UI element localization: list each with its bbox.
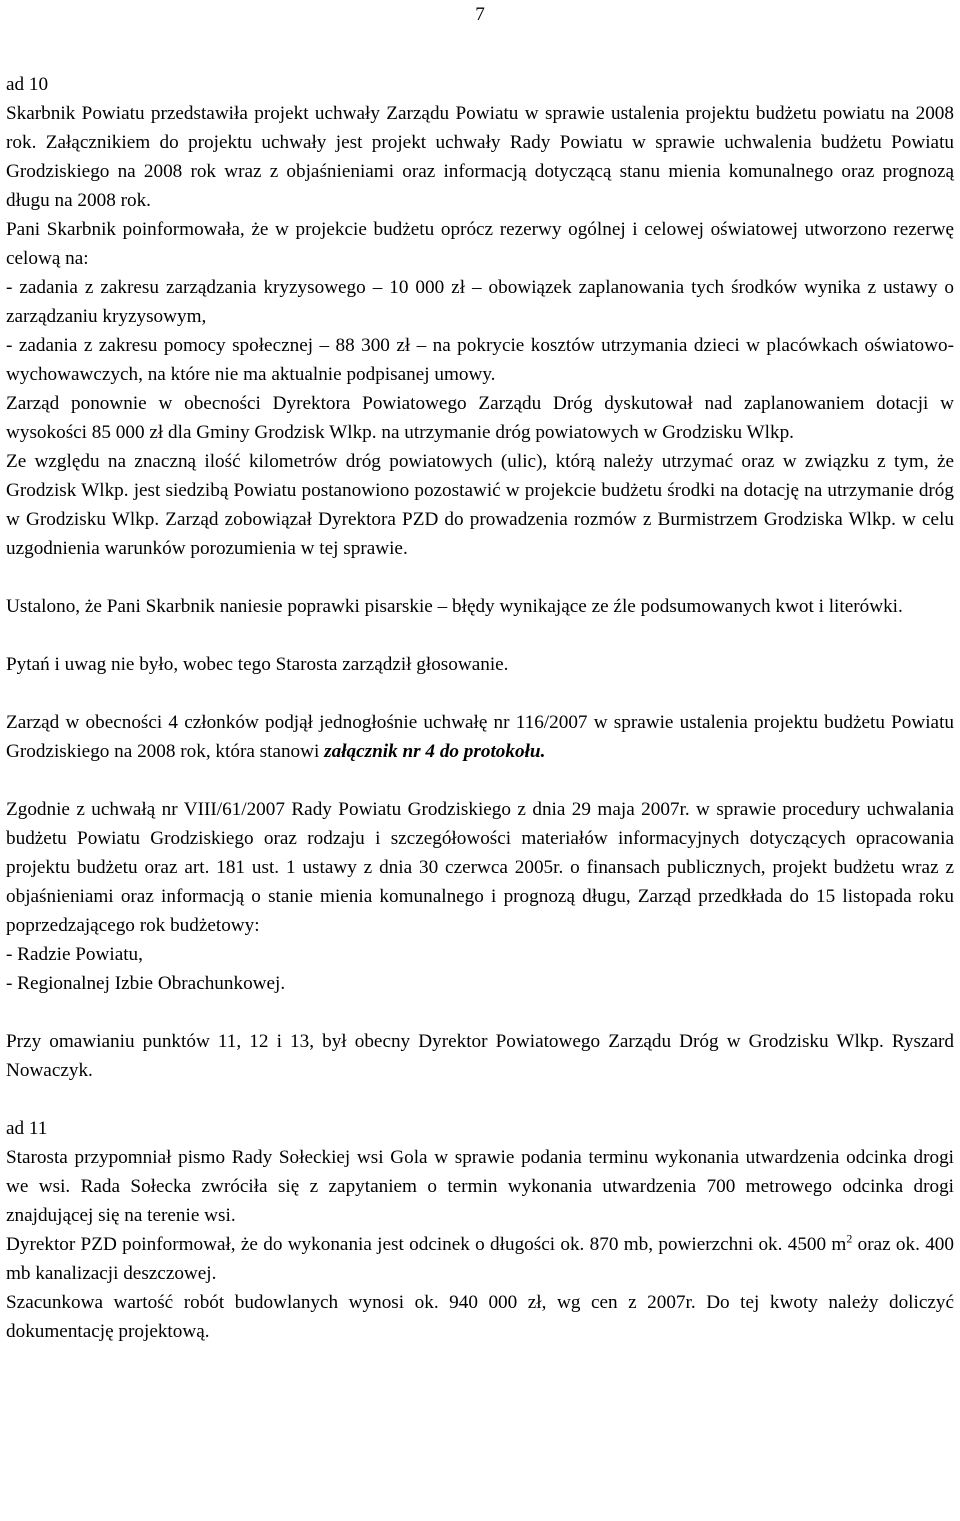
document-body	[6, 70, 954, 1346]
list-item: - Regionalnej Izbie Obrachunkowej.	[6, 973, 286, 994]
paragraph: Ze względu na znaczną ilość kilometrów dróg powiatowych (ulic), którą należy utrzymać oraz w związku z tym, że Grodzisk Wlkp. jest siedzibą Powiatu postanowiono pozostawić w projekcie budżetu środki na dotację na utrzymanie dróg w Grodzisku Wlkp. Zarząd zobowiązał Dyrektora PZD do prowadzenia rozmów z Burmistrzem Grodziska Wlkp. w celu uzgodnienia warunków porozumienia w tej sprawie.	[6, 451, 954, 559]
superscript: 2	[846, 1231, 853, 1246]
paragraph	[6, 1230, 954, 1288]
paragraph: Ustalono, że Pani Skarbnik naniesie poprawki pisarskie – błędy wynikające ze źle podsumowanych kwot i literówki.	[6, 596, 903, 617]
paragraph: Skarbnik Powiatu przedstawiła projekt uchwały Zarządu Powiatu w sprawie ustalenia projektu budżetu powiatu na 2008 rok. Załącznikiem do projektu uchwały jest projekt uchwały Rady Powiatu w sprawie uchwalenia budżetu Powiatu Grodziskiego na 2008 rok wraz z objaśnieniami oraz informacją dotyczącą stanu mienia komunalnego oraz prognozą długu na 2008 rok.	[6, 103, 954, 211]
paragraph: Pani Skarbnik poinformowała, że w projekcie budżetu oprócz rezerwy ogólnej i celowej oświatowej utworzono rezerwę celową na:	[6, 219, 954, 269]
text: Dyrektor PZD poinformował, że do wykonania jest odcinek o długości ok. 870 mb, powierzchni ok. 4500 m	[6, 1234, 847, 1255]
resolution-text: Zarząd w obecności 4 członków podjął jednogłośnie uchwałę nr 116/2007 w sprawie ustalenia projektu budżetu Powiatu Grodziskiego na 2008 rok, która stanowi	[6, 712, 954, 762]
section-heading-ad11: ad 11	[6, 1118, 48, 1139]
paragraph: Starosta przypomniał pismo Rady Sołeckiej wsi Gola w sprawie podania terminu wykonania utwardzenia odcinka drogi we wsi. Rada Sołecka zwróciła się z zapytaniem o termin wykonania utwardzenia 700 metrowego odcinka drogi znajdującej się na terenie wsi.	[6, 1147, 954, 1226]
section-heading-ad10: ad 10	[6, 74, 49, 95]
list-item: - zadania z zakresu pomocy społecznej – 88 300 zł – na pokrycie kosztów utrzymania dzieci w placówkach oświatowo- wychowawczych, na które nie ma aktualnie podpisanej umowy.	[6, 335, 954, 385]
paragraph: Zarząd ponownie w obecności Dyrektora Powiatowego Zarządu Dróg dyskutował nad zaplanowaniem dotacji w wysokości 85 000 zł dla Gminy Grodzisk Wlkp. na utrzymanie dróg powiatowych w Grodzisku Wlkp.	[6, 393, 954, 443]
page-number: 7	[475, 4, 485, 25]
resolution-paragraph	[6, 708, 954, 766]
list-item: - Radzie Powiatu,	[6, 944, 143, 965]
paragraph: Przy omawianiu punktów 11, 12 i 13, był obecny Dyrektor Powiatowego Zarządu Dróg w Grodzisku Wlkp. Ryszard Nowaczyk.	[6, 1031, 954, 1081]
attachment-reference: załącznik nr 4 do protokołu.	[324, 741, 546, 762]
paragraph: Zgodnie z uchwałą nr VIII/61/2007 Rady Powiatu Grodziskiego z dnia 29 maja 2007r. w sprawie procedury uchwalania budżetu Powiatu Grodziskiego oraz rodzaju i szczegółowości materiałów informacyjnych dotyczących opracowania projektu budżetu oraz art. 181 ust. 1 ustawy z dnia 30 czerwca 2005r. o finansach publicznych, projekt budżetu wraz z objaśnieniami oraz informacją o stanie mienia komunalnego i prognozą długu, Zarząd przedkłada do 15 listopada roku poprzedzającego rok budżetowy:	[6, 799, 954, 936]
list-item: - zadania z zakresu zarządzania kryzysowego – 10 000 zł – obowiązek zaplanowania tych środków wynika z ustawy o zarządzaniu kryzysowym,	[6, 277, 954, 327]
paragraph: Szacunkowa wartość robót budowlanych wynosi ok. 940 000 zł, wg cen z 2007r. Do tej kwoty należy doliczyć dokumentację projektową.	[6, 1292, 954, 1342]
text: oraz ok. 400 mb kanalizacji deszczowej.	[6, 1234, 954, 1284]
paragraph: Pytań i uwag nie było, wobec tego Starosta zarządził głosowanie.	[6, 654, 509, 675]
